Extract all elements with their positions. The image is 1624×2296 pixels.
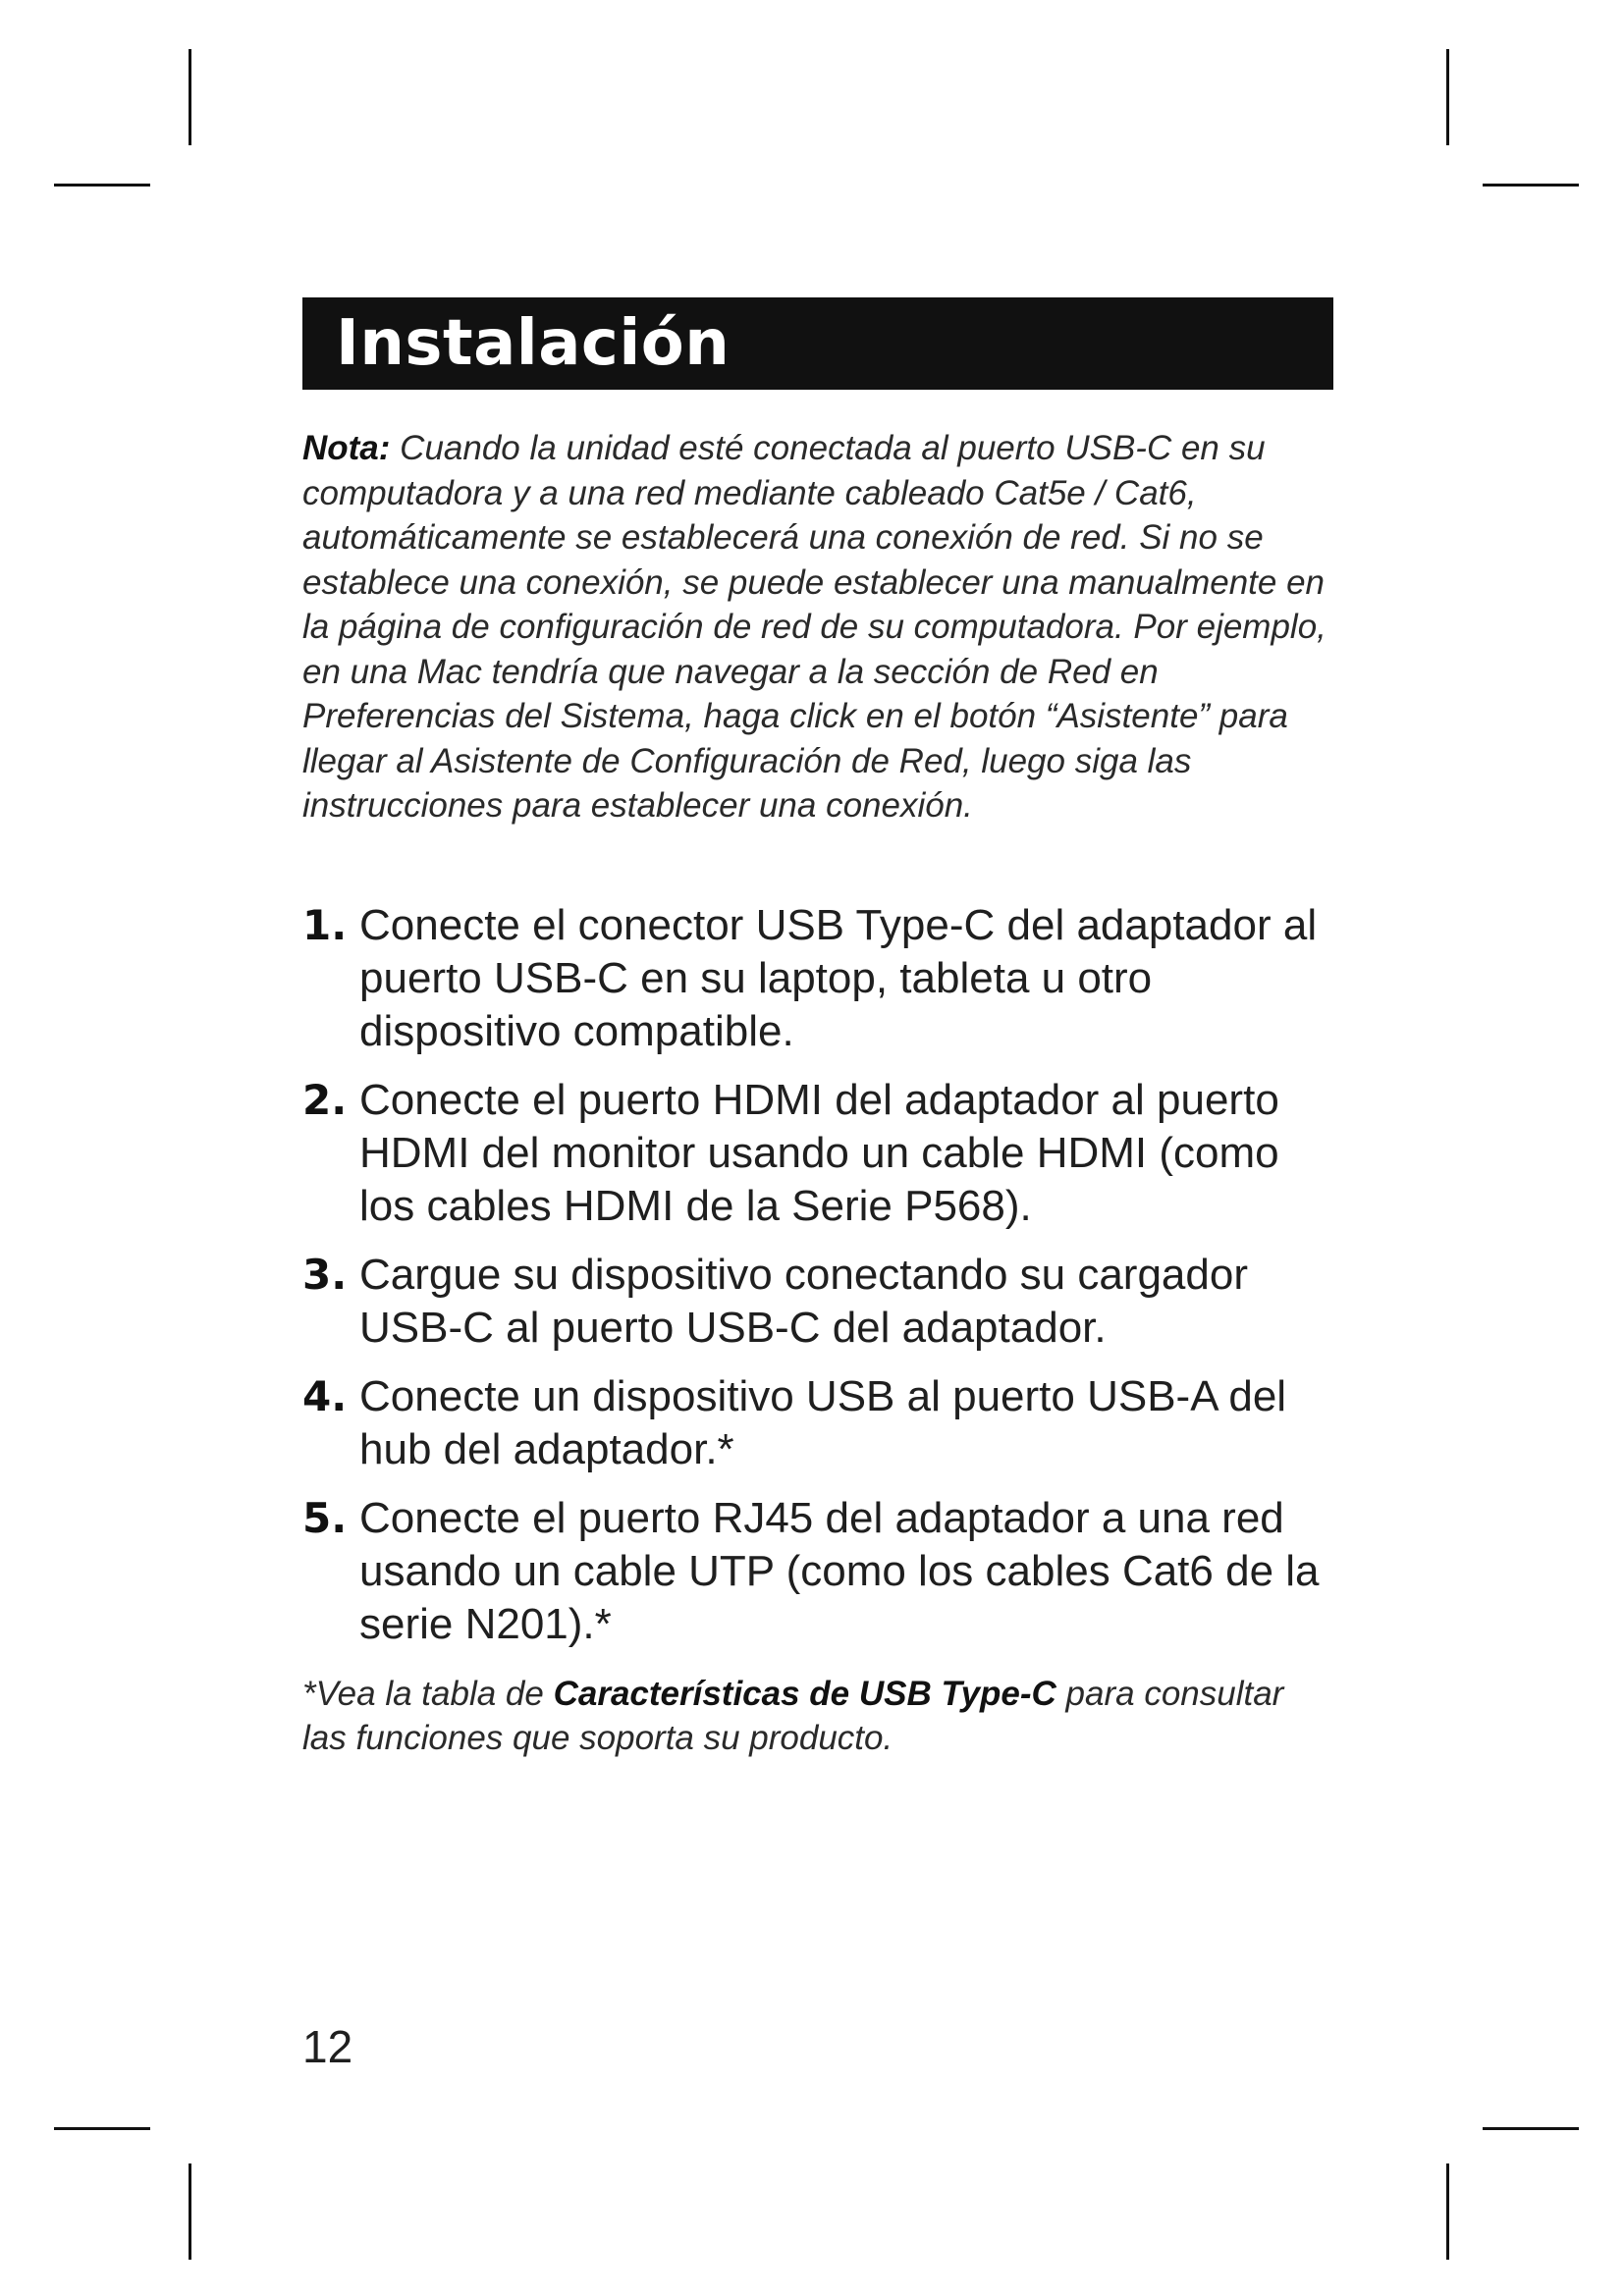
step-number: 2.: [302, 1076, 348, 1124]
footnote-suffix: para consultar las funciones que soporta su producto.: [302, 1675, 1284, 1757]
step-item: [302, 1492, 1343, 1651]
note-paragraph: [302, 426, 1333, 828]
note-label: Nota:: [302, 429, 391, 467]
footnote: [302, 1672, 1333, 1760]
step-item: [302, 1370, 1343, 1476]
step-text: Conecte el puerto RJ45 del adaptador a una red usando un cable UTP (como los cables Cat6 de la serie N201).*: [359, 1494, 1320, 1648]
step-number: 1.: [302, 901, 348, 949]
step-text: Conecte un dispositivo USB al puerto USB-A del hub del adaptador.*: [359, 1372, 1287, 1473]
crop-mark: [54, 2127, 150, 2130]
footnote-prefix: *Vea la tabla de: [302, 1675, 544, 1713]
section-title: Instalación: [336, 307, 731, 380]
step-item: [302, 1249, 1343, 1355]
crop-mark: [1483, 2127, 1579, 2130]
step-text: Conecte el puerto HDMI del adaptador al puerto HDMI del monitor usando un cable HDMI (como los cables HDMI de la Serie P568).: [359, 1076, 1279, 1230]
crop-mark: [1446, 49, 1449, 145]
crop-mark: [189, 49, 191, 145]
step-number: 4.: [302, 1372, 348, 1420]
installation-steps: [302, 899, 1343, 1667]
step-item: [302, 899, 1343, 1058]
page-number: 12: [302, 2021, 353, 2072]
footnote-emphasis: Características de USB Type-C: [553, 1675, 1056, 1713]
step-number: 3.: [302, 1251, 348, 1299]
step-number: 5.: [302, 1494, 348, 1542]
crop-mark: [189, 2163, 191, 2260]
note-text: Cuando la unidad esté conectada al puerto USB-C en su computadora y a una red mediante cableado Cat5e / Cat6, automáticamente se establecerá una conexión de red. Si no se establece una conexión, se puede establecer una manualmente en la página de configuración de red de su computadora. Por ejemplo, en una Mac tendría que navegar a la sección de Red en Preferencias del Sistema, haga click en el botón “Asistente” para llegar al Asistente de Configuración de Red, luego siga las instrucciones para establecer una conexión.: [302, 429, 1326, 825]
crop-mark: [54, 184, 150, 187]
step-text: Cargue su dispositivo conectando su cargador USB-C al puerto USB-C del adaptador.: [359, 1251, 1248, 1352]
section-title-bar: [302, 297, 1333, 390]
crop-mark: [1483, 184, 1579, 187]
step-item: [302, 1074, 1343, 1233]
step-text: Conecte el conector USB Type-C del adaptador al puerto USB-C en su laptop, tableta u otro dispositivo compatible.: [359, 901, 1318, 1055]
crop-mark: [1446, 2163, 1449, 2260]
